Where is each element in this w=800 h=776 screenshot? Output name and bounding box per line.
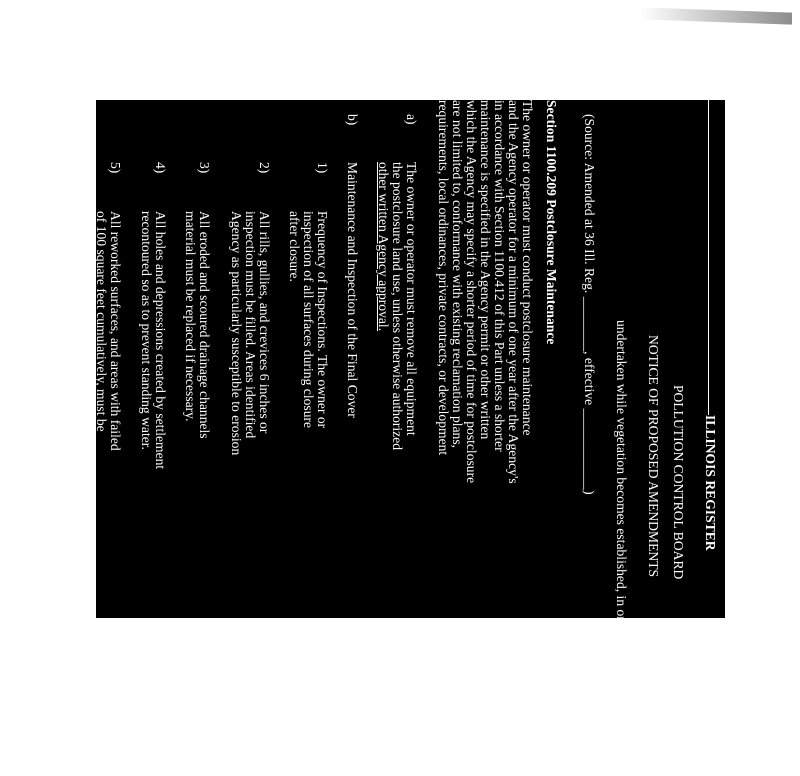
item-b3-line-2: material must be replaced if necessary. — [183, 211, 198, 422]
header-rule — [708, 100, 709, 415]
item-b1-line-1: Frequency of Inspections. The owner or — [315, 211, 330, 429]
item-b5-line-1: All reworked surfaces, and areas with failed — [108, 211, 123, 451]
intro-line-1: The owner or operator must conduct postclosure maintenance — [520, 100, 535, 436]
item-c-line-2: demonstrates that the disturbance of the final cover — [25, 162, 40, 441]
item-b2-line-2: inspection must be filled. Areas identified — [243, 211, 258, 439]
scanner-smudge — [640, 7, 792, 24]
item-a-marker: a) — [404, 114, 419, 125]
item-b2-line-1: All rills, gullies, and crevices 6 inches or — [257, 211, 272, 434]
notice-title: NOTICE OF PROPOSED AMENDMENTS — [646, 335, 661, 578]
intro-line-6: are not limited to, conformance with existing reclamation plans, — [450, 100, 465, 449]
item-b1-line-3: after closure. — [287, 211, 302, 282]
item-a-line-1: The owner or operator must remove all equipment — [404, 162, 419, 436]
item-b5-marker: 5) — [108, 162, 123, 174]
item-b1-line-2: inspection of all surfaces during closure — [301, 211, 316, 429]
continuation-line: undertaken while vegetation becomes established, in order to demonstrate the effect — [614, 320, 629, 776]
item-b3-line-1: All eroded and scoured drainage channels — [197, 211, 212, 439]
register-title: ILLINOIS REGISTER — [703, 415, 718, 551]
item-b4-marker: 4) — [153, 162, 168, 174]
item-b4-line-2: recontoured so as to prevent standing water. — [139, 211, 154, 450]
item-b5-line-3: the approved closure plan for the facility. — [80, 211, 95, 435]
item-a-line-2: the postclosure land use, unless otherwise authorized — [390, 162, 405, 451]
item-b4-line-1: All holes and depressions created by settlement — [153, 211, 168, 470]
item-b2-marker: 2) — [257, 162, 272, 174]
board-title: POLLUTION CONTROL BOARD — [671, 385, 686, 580]
intro-line-7: requirements, local ordinances, private contracts, or development — [436, 100, 451, 456]
item-c-line-1: The Agency must approve postclosure use of the — [39, 162, 54, 427]
intro-line-2: and the Agency operator for a minimum of one year after the Agency's — [506, 100, 521, 484]
item-a-line-3: other written Agency approval. — [376, 162, 391, 332]
item-c-marker: c) — [39, 114, 54, 125]
item-b1-marker: 1) — [315, 162, 330, 174]
item-b-heading: Maintenance and Inspection of the Final Cover — [345, 162, 360, 418]
scanned-document-page — [25, 100, 725, 776]
item-b2-line-3: Agency as particularly susceptible to erosion — [229, 211, 244, 456]
item-b3-marker: 3) — [197, 162, 212, 174]
rotated-page-content — [0, 100, 725, 776]
intro-line-5: which the Agency may specify a shorter period of time for postclosure — [464, 100, 479, 484]
source-note: (Source: Amended at 36 Ill. Reg. ________, effective ____________) — [582, 114, 597, 495]
intro-line-3: in accordance with Section 1100.412 of this Part unless a shorter — [492, 100, 507, 452]
section-heading: Section 1100.209 Postclosure Maintenance — [544, 100, 559, 345]
intro-line-4: maintenance is specified in the Agency permit or other written — [478, 100, 493, 440]
item-b-marker: b) — [345, 114, 360, 126]
item-b5-line-2: of 100 square feet cumulatively, must be — [94, 211, 109, 432]
